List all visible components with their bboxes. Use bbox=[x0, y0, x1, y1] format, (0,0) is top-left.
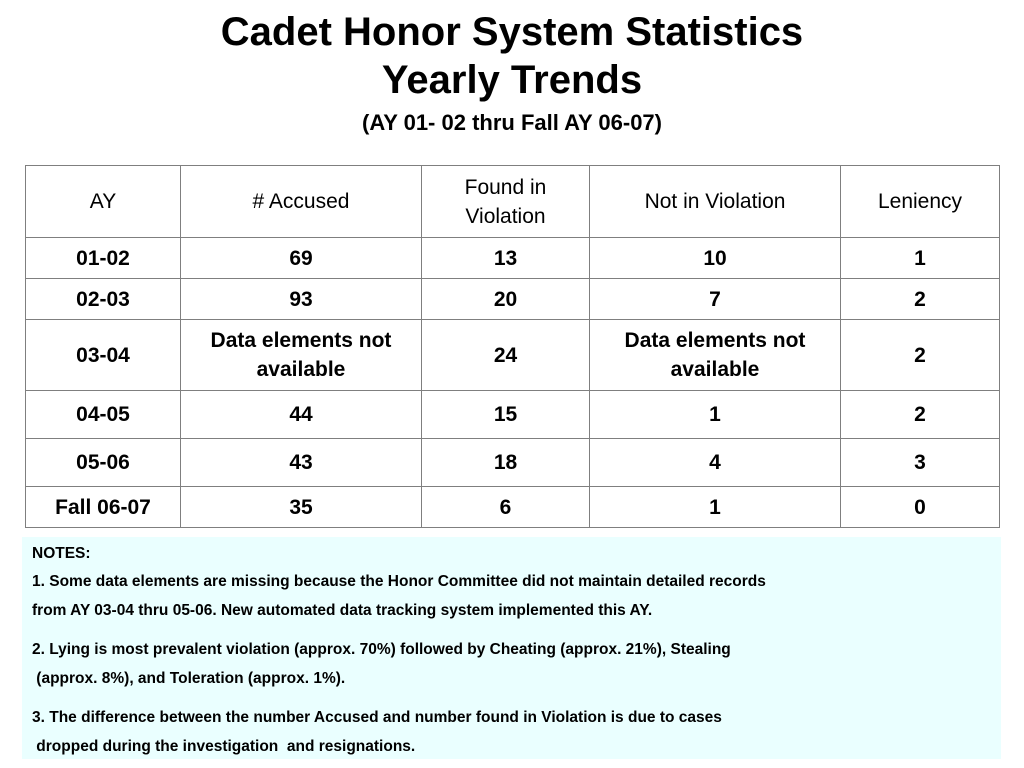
cell-accused: 69 bbox=[181, 238, 422, 279]
cell-leniency: 2 bbox=[841, 320, 1000, 391]
cell-not-in-violation bbox=[590, 320, 841, 391]
note-3-line1: 3. The difference between the number Accused and number found in Violation is due to cases bbox=[32, 709, 722, 726]
column-header-found-line1: Found in bbox=[464, 175, 547, 199]
honor-statistics-table bbox=[25, 165, 1000, 528]
cell-accused bbox=[181, 320, 422, 391]
cell-accused: 93 bbox=[181, 279, 422, 320]
column-header-found-in-violation bbox=[422, 166, 590, 238]
note-1 bbox=[32, 567, 991, 625]
note-2-line2: (approx. 8%), and Toleration (approx. 1%). bbox=[32, 670, 346, 687]
table-row bbox=[26, 238, 1000, 279]
cell-ay: 01-02 bbox=[26, 238, 181, 279]
cell-ay: 04-05 bbox=[26, 391, 181, 439]
cell-leniency: 2 bbox=[841, 391, 1000, 439]
cell-leniency: 2 bbox=[841, 279, 1000, 320]
note-2 bbox=[32, 635, 991, 693]
cell-found: 18 bbox=[422, 439, 590, 487]
note-2-line1: 2. Lying is most prevalent violation (approx. 70%) followed by Cheating (approx. 21%), Stealing bbox=[32, 641, 731, 658]
page-subtitle: (AY 01- 02 thru Fall AY 06-07) bbox=[362, 110, 662, 135]
cell-accused: 44 bbox=[181, 391, 422, 439]
notes-heading: NOTES: bbox=[32, 545, 91, 562]
cell-not-in-violation: 7 bbox=[590, 279, 841, 320]
column-header-ay: AY bbox=[26, 166, 181, 238]
table-header-row bbox=[26, 166, 1000, 238]
note-1-line2: from AY 03-04 thru 05-06. New automated data tracking system implemented this AY. bbox=[32, 602, 653, 619]
table-row bbox=[26, 487, 1000, 528]
cell-ay: 03-04 bbox=[26, 320, 181, 391]
table-row bbox=[26, 439, 1000, 487]
cell-found: 20 bbox=[422, 279, 590, 320]
cell-not-in-violation-line1: Data elements not bbox=[624, 329, 806, 352]
cell-not-in-violation: 10 bbox=[590, 238, 841, 279]
page-title-line2: Yearly Trends bbox=[381, 58, 643, 102]
cell-found: 6 bbox=[422, 487, 590, 528]
cell-not-in-violation: 1 bbox=[590, 487, 841, 528]
cell-not-in-violation: 4 bbox=[590, 439, 841, 487]
cell-leniency: 0 bbox=[841, 487, 1000, 528]
cell-ay: Fall 06-07 bbox=[26, 487, 181, 528]
cell-found: 13 bbox=[422, 238, 590, 279]
note-3 bbox=[32, 703, 991, 761]
title-block bbox=[0, 8, 1024, 138]
cell-found: 15 bbox=[422, 391, 590, 439]
cell-leniency: 1 bbox=[841, 238, 1000, 279]
table-row bbox=[26, 320, 1000, 391]
page-title: Cadet Honor System Statistics bbox=[220, 10, 804, 54]
table-row bbox=[26, 279, 1000, 320]
column-header-accused: # Accused bbox=[181, 166, 422, 238]
cell-not-in-violation-line2: available bbox=[670, 358, 760, 381]
cell-ay: 02-03 bbox=[26, 279, 181, 320]
note-3-line2: dropped during the investigation and resignations. bbox=[32, 738, 416, 755]
cell-ay: 05-06 bbox=[26, 439, 181, 487]
cell-found: 24 bbox=[422, 320, 590, 391]
table-row bbox=[26, 391, 1000, 439]
cell-accused: 43 bbox=[181, 439, 422, 487]
cell-accused-line2: available bbox=[256, 358, 346, 381]
column-header-not-in-violation: Not in Violation bbox=[590, 166, 841, 238]
cell-not-in-violation: 1 bbox=[590, 391, 841, 439]
column-header-found-line2: Violation bbox=[465, 204, 546, 228]
cell-leniency: 3 bbox=[841, 439, 1000, 487]
cell-accused-line1: Data elements not bbox=[210, 329, 392, 352]
column-header-leniency: Leniency bbox=[841, 166, 1000, 238]
notes-panel bbox=[22, 537, 1001, 759]
cell-accused: 35 bbox=[181, 487, 422, 528]
note-1-line1: 1. Some data elements are missing because the Honor Committee did not maintain detailed records bbox=[32, 573, 766, 590]
